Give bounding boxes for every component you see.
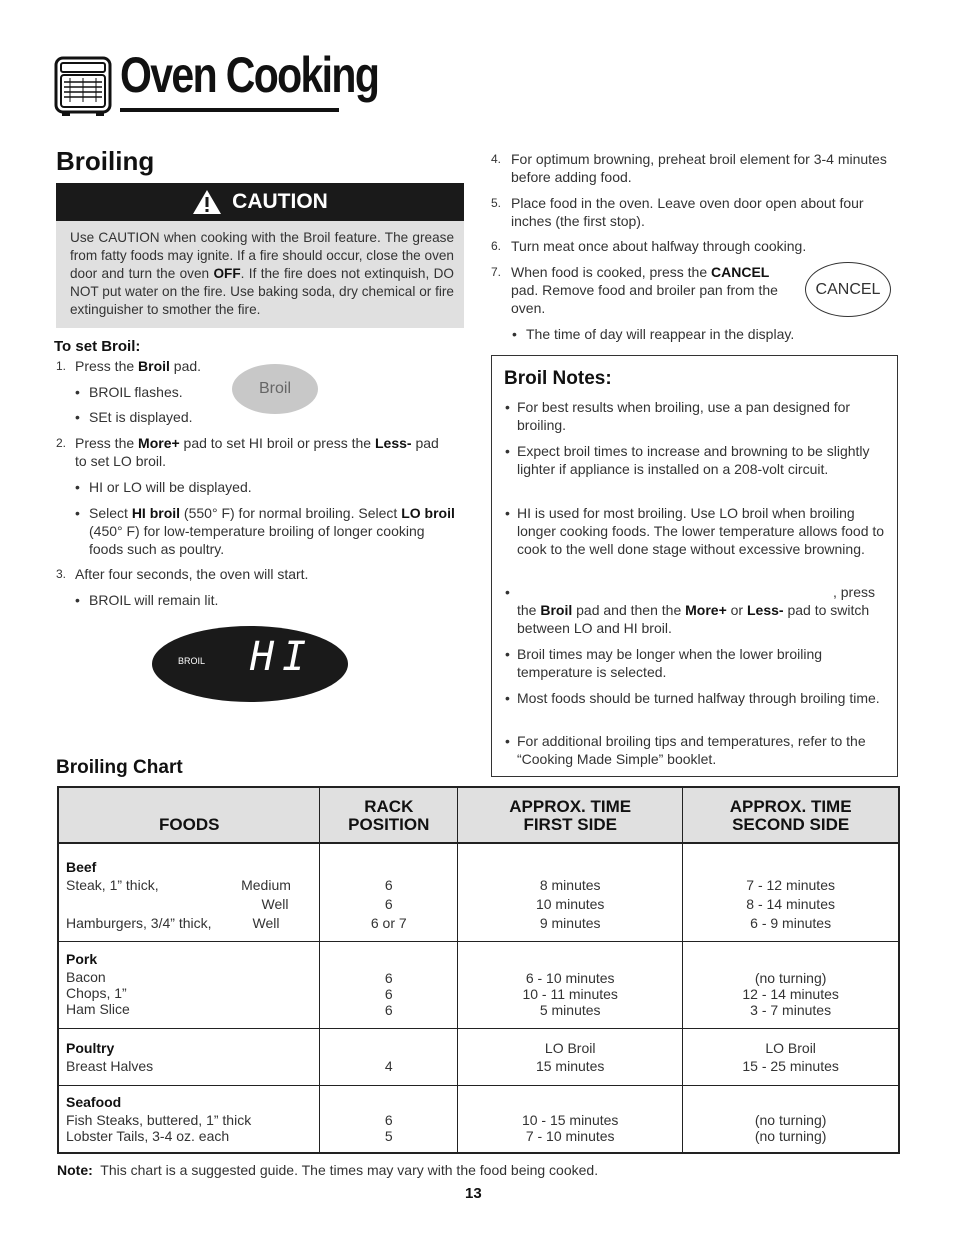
- table-row-beef: Beef Steak, 1” thick, Medium Well Hamburgers, 3/4” thick, Well 6 6 6 or 7 8 minutes 10 minutes 9 minutes 7 - 12 minutes 8 - 14 minutes 6 - 9 minutes: [58, 843, 899, 941]
- note-3: • HI is used for most broiling. Use LO broil when broiling longer cooking foods. The lower temperature allows food to cook to the well done stage without excessive browning.: [517, 504, 891, 558]
- header-rack-position: RACK POSITION: [320, 787, 458, 843]
- table-row-seafood: Seafood Fish Steaks, buttered, 1” thick Lobster Tails, 3-4 oz. each 6 5 10 - 15 minutes 7 - 10 minutes (no turning) (no turning): [58, 1085, 899, 1153]
- caution-text: Use CAUTION when cooking with the Broil feature. The grease from fatty foods may ignite. If a fire should occur, close the oven door and turn the oven OFF. If the fire does not extinquish, DO NOT put water on the fire. Use baking soda, dry chemical or fire extinguisher to smother the fire.: [70, 230, 454, 317]
- step-2-bullet-2: • Select HI broil (550° F) for normal broiling. Select LO broil (450° F) for low-temperature broiling of longer cooking foods such as poultry.: [89, 504, 459, 558]
- broiling-chart-table: [57, 786, 900, 1154]
- section-title: Broiling: [56, 146, 155, 176]
- display-broil-label: BROIL: [178, 656, 206, 666]
- step-4: 4. For optimum browning, preheat broil element for 3-4 minutes before adding food.: [491, 151, 887, 185]
- caution-label: CAUTION: [232, 190, 328, 213]
- step-1-bullet-2: • SEt is displayed.: [89, 408, 193, 426]
- broil-notes-title: Broil Notes:: [504, 368, 612, 389]
- table-row-poultry: Poultry Breast Halves 4 LO Broil 15 minutes LO Broil 15 - 25 minutes: [58, 1028, 899, 1085]
- cancel-pad[interactable]: CANCEL: [805, 262, 891, 317]
- table-header-row: [58, 787, 899, 843]
- broil-notes-box: [491, 355, 898, 777]
- step-7-bullet-1: • The time of day will reappear in the display.: [526, 325, 794, 343]
- step-2: 2. Press the More+ pad to set HI broil or press the Less- pad to set LO broil.: [56, 435, 439, 469]
- step-6: 6. Turn meat once about halfway through cooking.: [491, 238, 807, 254]
- step-1: 1. Press the Broil pad.: [56, 358, 202, 374]
- oven-icon: [54, 56, 112, 118]
- caution-header: [56, 183, 464, 221]
- note-7: • For additional broiling tips and temperatures, refer to the “Cooking Made Simple” booklet.: [517, 732, 891, 768]
- table-row-pork: Pork Bacon Chops, 1” Ham Slice 6 6 6 6 - 10 minutes 10 - 11 minutes 5 minutes (no turning) 12 - 14 minutes 3 - 7 minutes: [58, 941, 899, 1028]
- step-3-bullet-1: • BROIL will remain lit.: [89, 591, 218, 609]
- note-4: • , press the Broil pad and then the More+ or Less- pad to switch between LO and HI broil.: [517, 583, 891, 637]
- note-2: • Expect broil times to increase and browning to be slightly lighter if appliance is installed on a 208-volt circuit.: [517, 442, 891, 478]
- header-first-side: APPROX. TIME FIRST SIDE: [458, 787, 683, 843]
- caution-box: [56, 183, 464, 328]
- broil-pad[interactable]: Broil: [232, 364, 318, 414]
- note-6: • Most foods should be turned halfway through broiling time.: [517, 689, 891, 707]
- header-second-side: APPROX. TIME SECOND SIDE: [683, 787, 899, 843]
- step-2-bullet-1: • HI or LO will be displayed.: [89, 478, 252, 496]
- page-number: 13: [465, 1185, 482, 1202]
- title-underline: [120, 108, 339, 112]
- broiling-chart-title: Broiling Chart: [56, 757, 183, 778]
- note-5: • Broil times may be longer when the lower broiling temperature is selected.: [517, 645, 891, 681]
- display-value: HI: [250, 634, 315, 680]
- chart-footnote: Note: This chart is a suggested guide. The times may vary with the food being cooked.: [57, 1162, 599, 1178]
- oven-display: [152, 626, 348, 702]
- step-7: 7. When food is cooked, press the CANCEL pad. Remove food and broiler pan from the oven.: [491, 264, 778, 316]
- warning-icon: [192, 189, 222, 215]
- step-1-bullet-1: • BROIL flashes.: [89, 383, 183, 401]
- note-1: • For best results when broiling, use a pan designed for broiling.: [517, 398, 891, 434]
- set-broil-heading: To set Broil:: [54, 338, 141, 355]
- step-3: 3. After four seconds, the oven will start.: [56, 566, 309, 582]
- header-foods: FOODS: [58, 787, 320, 843]
- step-5: 5. Place food in the oven. Leave oven door open about four inches (the first stop).: [491, 195, 864, 229]
- page-title: Oven Cooking: [120, 47, 379, 103]
